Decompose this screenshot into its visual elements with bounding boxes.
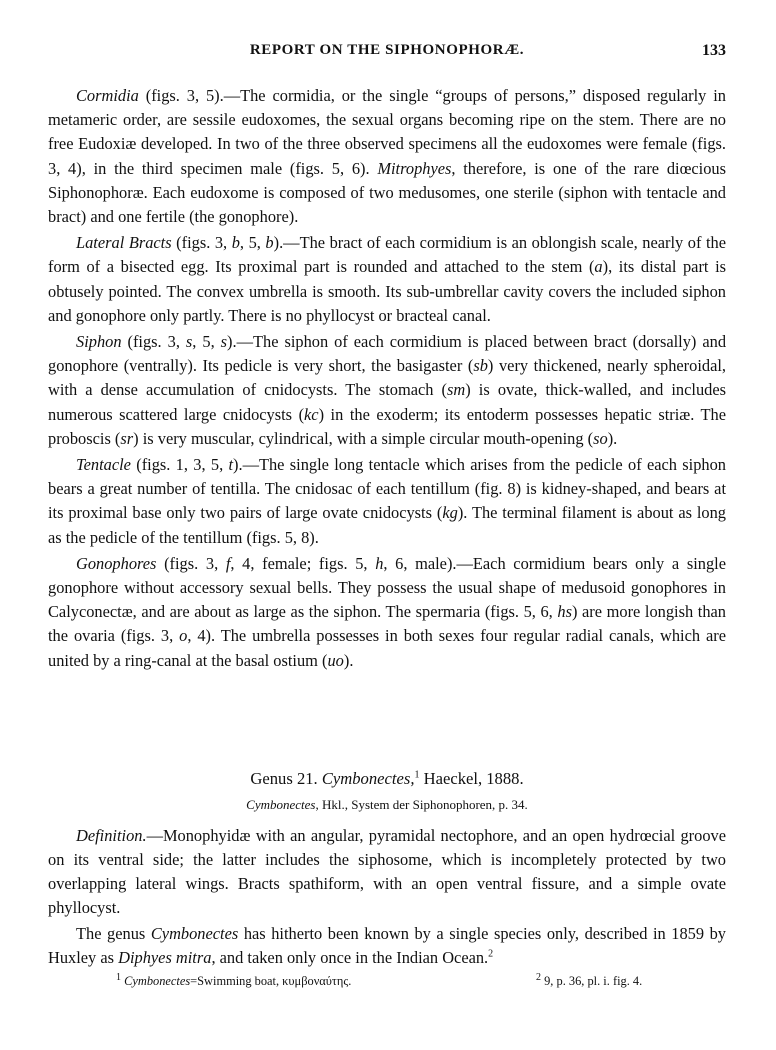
paragraph-genus-history: The genus Cymbonectes has hitherto been known by a single species only, described in 1859 by Huxley as Diphyes mitra, and taken only once in the Indian Ocean.$^2$ [48, 924, 727, 967]
term-siphon: Siphon [76, 332, 122, 352]
footnote-mark-2: 2 [488, 948, 494, 960]
term-lateral-bracts: Lateral Bracts [76, 233, 172, 253]
running-title: REPORT ON THE SIPHONOPHORÆ. [249, 42, 525, 58]
term-definition: Definition. [76, 826, 147, 845]
paragraph-tentacle: Tentacle (figs. 1, 3, 5, t).—The single long tentacle which arises from the pedicle of each siphon bears a great number of tentilla. The cnidosac of each tentillum (fig. 8) is kidney-shaped, and bears at its proximal base only two pairs of large ovate cnidocysts (kg). The terminal filament is about as long as the pedicle of the tentillum (figs. 5, 8). [48, 455, 726, 547]
genus-heading-block [48, 767, 726, 815]
term-gonophores: Gonophores [76, 553, 157, 573]
genus-description [48, 824, 726, 970]
footnote-2: $^2$ 9, p. 36, pl. i. fig. 4. [536, 971, 643, 988]
genus-reference: Cymbonectes, Hkl., System der Siphonophoren, p. 34. [246, 797, 528, 812]
term-cormidia: Cormidia [76, 86, 139, 105]
term-tentacle: Tentacle [76, 455, 131, 475]
species-description [48, 84, 726, 673]
genus-title: Genus 21. Cymbonectes,$^1$ Haeckel, 1888. [250, 769, 524, 788]
paragraph-siphon: Siphon (figs. 3, s, 5, s).—The siphon of each cormidium is placed between bract (dorsally) and gonophore (ventrally). Its pedicle is very short, the basigaster (sb) very thickened, nearly spheroidal, with a dense accumulation of cnidocysts. The stomach (sm) is ovate, thick-walled, and includes numerous scattered large cnidocysts (kc) in the exoderm; its entoderm possesses hepatic striæ. The proboscis (sr) is very muscular, cylindrical, with a simple circular mouth-opening (so). [48, 332, 727, 448]
footnote-mark-1: 1 [414, 769, 420, 781]
footnote-1: $^1$ Cymbonectes=Swimming boat, κυμβοναύτης. [116, 971, 352, 988]
genus-name: Cymbonectes, [321, 769, 415, 788]
paragraph-lateral-bracts: Lateral Bracts (figs. 3, b, 5, b).—The bract of each cormidium is an oblongish scale, nearly of the form of a bisected egg. Its proximal part is rounded and attached to the stem (a), its distal part is obtusely pointed. The convex umbrella is smooth. Its sub-umbrellar cavity covers the included siphon and gonophore only partly. There is no phyllocyst or bracteal canal. [48, 233, 727, 325]
footnotes [116, 971, 676, 994]
paragraph-gonophores: Gonophores (figs. 3, f, 4, female; figs. 5, h, 6, male).—Each cormidium bears only a single gonophore without accessory sexual bells. They possess the usual shape of medusoid gonophores in Calyconectæ, and are about as large as the siphon. The spermaria (figs. 5, 6, hs) are more longish than the ovaria (figs. 3, o, 4). The umbrella possesses in both sexes four regular radial canals, which are united by a ring-canal at the basal ostium (uo). [48, 553, 726, 670]
paragraph-definition: Definition.—Monophyidæ with an angular, pyramidal nectophore, and an open hydrœcial groove on its ventral side; the latter includes the siphosome, which is incompletely protected by two overlapping lateral wings. Bracts spathiform, with an open ventral fissure, and a simple ovate phyllocyst. [48, 826, 726, 917]
paragraph-cormidia: Cormidia (figs. 3, 5).—The cormidia, or the single “groups of persons,” disposed regularly in metameric order, are sessile eudoxomes, the sexual organs becoming ripe on the stem. There are no free Eudoxiæ developed. In two of the three observed specimens all the eudoxomes were female (figs. 3, 4), in the third specimen male (figs. 5, 6). Mitrophyes, therefore, is one of the rare diœcious Siphonophoræ. Each eudoxome is composed of two medusomes, one sterile (siphon with tentacle and bract) and one fertile (the gonophore). [48, 86, 726, 227]
page-number: 133 [702, 42, 726, 59]
running-header [48, 42, 726, 66]
genus-mitrophyes: Mitrophyes [377, 158, 452, 178]
